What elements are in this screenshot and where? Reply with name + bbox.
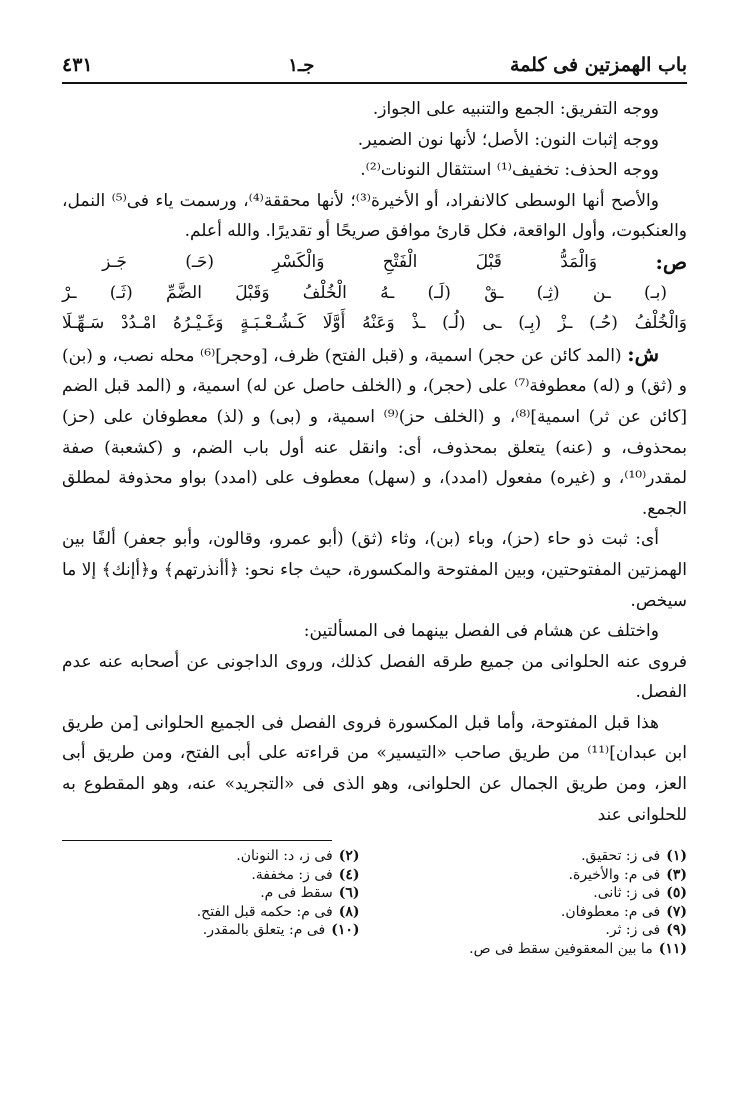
verse-word: ـزْ xyxy=(558,313,573,334)
footnote: (١٠)فى م: يتعلق بالمقدر. xyxy=(202,922,360,939)
paragraph: فروى عنه الحلوانى من جميع طرقه الفصل كذلك، وروى الداجونى عن أصحابه عنه عدم الفصل. xyxy=(62,651,687,703)
text-line: ووجه التفريق: الجمع والتنبيه على الجواز. xyxy=(372,99,659,119)
text-line: ووجه الحذف: تخفيف⁽¹⁾ استثقال النونات⁽²⁾. xyxy=(360,160,659,181)
footnote: (٧)فى م: معطوفان. xyxy=(560,903,687,920)
verse-word: (ثِـ) xyxy=(536,282,560,303)
running-header xyxy=(62,48,687,84)
verse-word: ـهُ xyxy=(380,282,395,303)
footnote: (٣)فى م: والأخيرة. xyxy=(568,866,687,883)
chapter-title: باب الهمزتين فى كلمة xyxy=(509,54,687,76)
verse-word: (لُـ) xyxy=(442,313,466,334)
footnote: (٨)فى م: حكمه قبل الفتح. xyxy=(196,903,360,920)
page-number: ٤٣١ xyxy=(62,54,93,76)
paragraph: هذا قبل المفتوحة، وأما قبل المكسورة فروى الفصل فى الجميع الحلوانى [من طريق ابن عبدان]⁽¹¹⁾ من طريق صاحب «التيسير» من قراءته على أبى الفتح، ومن طريق أبى العز، ومن طريق الجمال عن الحلوانى، وهو الذى فى «التجريد» عنه، وهو المقطوع به للحلوانى عند xyxy=(62,712,687,825)
commentary-text: (المد كائن عن حجر) اسمية، و (قبل الفتح) ظرف، [وحجر]⁽⁶⁾ محله نصب، و (بن) و (ثق) و (له) معطوفة⁽⁷⁾ على (حجر)، و (الخلف حاصل عن له) اسمية، و (المد قبل الضم [كائن عن ثر) اسمية]⁽⁸⁾، و (الخلف حز)⁽⁹⁾ اسمية، و (بى) و (لذ) معطوفان على (حز) بمحذوف، و (عنه) يتعلق بمحذوف، أى: وانقل عنه أول باب الضم، و (كشعبة) صفة لمقدر⁽¹⁰⁾، و (غيره) مفعول (امدد)، و (سهل) معطوف على (امدد) بواو محذوفة لمطلق الجمع. xyxy=(62,345,688,519)
sad-label: ص: xyxy=(655,249,687,274)
verse-word: وَالْمَدُّ xyxy=(560,251,598,272)
footnote: (٩)فى ز: ثر. xyxy=(605,922,687,939)
footnote: (١)فى ز: تحقيق. xyxy=(581,848,687,865)
verse-word: وَالْخُلْفُ xyxy=(634,313,687,334)
verse-word: (بـ) xyxy=(644,282,667,303)
verse-word: امْـدُدْ xyxy=(120,313,157,334)
verse-word: (ثَـ) xyxy=(109,282,133,303)
verse-word: أَوَّلَا xyxy=(322,313,346,334)
verse-word: (لَـ) xyxy=(427,282,451,303)
verse-word: جَـز xyxy=(102,251,127,272)
document-page xyxy=(62,48,687,1048)
footnote: (٥)فى ز: ثانى. xyxy=(593,885,687,902)
verse-word: وَعَنْهُ xyxy=(362,313,395,334)
paragraph: واختلف عن هشام فى الفصل بينهما فى المسألتين: xyxy=(303,621,659,642)
verse-line-1 xyxy=(62,247,687,278)
paragraph: أى: ثبت ذو حاء (حز)، وباء (بن)، وثاء (ثق) (أبو عمرو، وقالون، وأبو جعفر) ألفًا بين الهمزتين المفتوحتين، وبين المفتوحة والمكسورة، حيث جاء نحو: ﴿أأنذرتهم﴾ و﴿أإنك﴾ إلا ما سيخص. xyxy=(62,529,687,611)
verse-word: سَـهِّـلَا xyxy=(62,313,105,334)
paragraph: والأصح أنها الوسطى كالانفراد، أو الأخيرة⁽³⁾؛ لأنها محققة⁽⁴⁾، ورسمت ياء فى⁽⁵⁾ النمل، والعنكبوت، وأول الواقعة، فكل قارئ موافق صريحًا أو تقديرًا. والله أعلم. xyxy=(62,190,687,242)
verse-word: وَقَبْلَ xyxy=(235,282,270,303)
verse-line-3 xyxy=(62,308,687,339)
verse-word: وَالْكَسْرِ xyxy=(272,251,325,272)
main-text xyxy=(62,94,687,830)
verse-word: الضَّمِّ xyxy=(165,282,202,303)
verse-line-2 xyxy=(62,278,687,309)
footnote: (١١)ما بين المعقوفين سقط فى ص. xyxy=(469,940,687,957)
verse-word: الْفَتْحِ xyxy=(382,251,418,272)
verse-word: (بِـ) xyxy=(518,313,542,334)
verse-word: وَغَـيْـرُهُ xyxy=(173,313,224,334)
footnote: (٤)فى ز: مخففة. xyxy=(251,866,360,883)
volume-label: جـ١ xyxy=(288,54,315,76)
verse-word: (حَـ) xyxy=(185,251,215,272)
verse-word: الْخُلْفُ xyxy=(302,282,347,303)
verse-word: قَبْلَ xyxy=(475,251,502,272)
verse-word: ـرْ xyxy=(62,282,77,303)
shin-label: ش: xyxy=(627,341,660,366)
footnote: (٢)فى ز، د: النونان. xyxy=(236,848,360,865)
verse-word: ـقْ xyxy=(484,282,504,303)
footnote-divider xyxy=(62,840,332,841)
footnotes xyxy=(62,847,687,958)
verse-word: كَـشُـعْـبَـةٍ xyxy=(240,313,306,334)
footnote: (٦)سقط فى م. xyxy=(260,885,360,902)
verse-word: ـى xyxy=(482,313,502,334)
verse-word: ـن xyxy=(592,282,611,303)
text-line: ووجه إثبات النون: الأصل؛ لأنها نون الضمير. xyxy=(357,129,659,150)
verse-word: (حُـ) xyxy=(589,313,618,334)
verse-word: ـذْ xyxy=(411,313,426,334)
commentary-paragraph xyxy=(62,339,687,525)
